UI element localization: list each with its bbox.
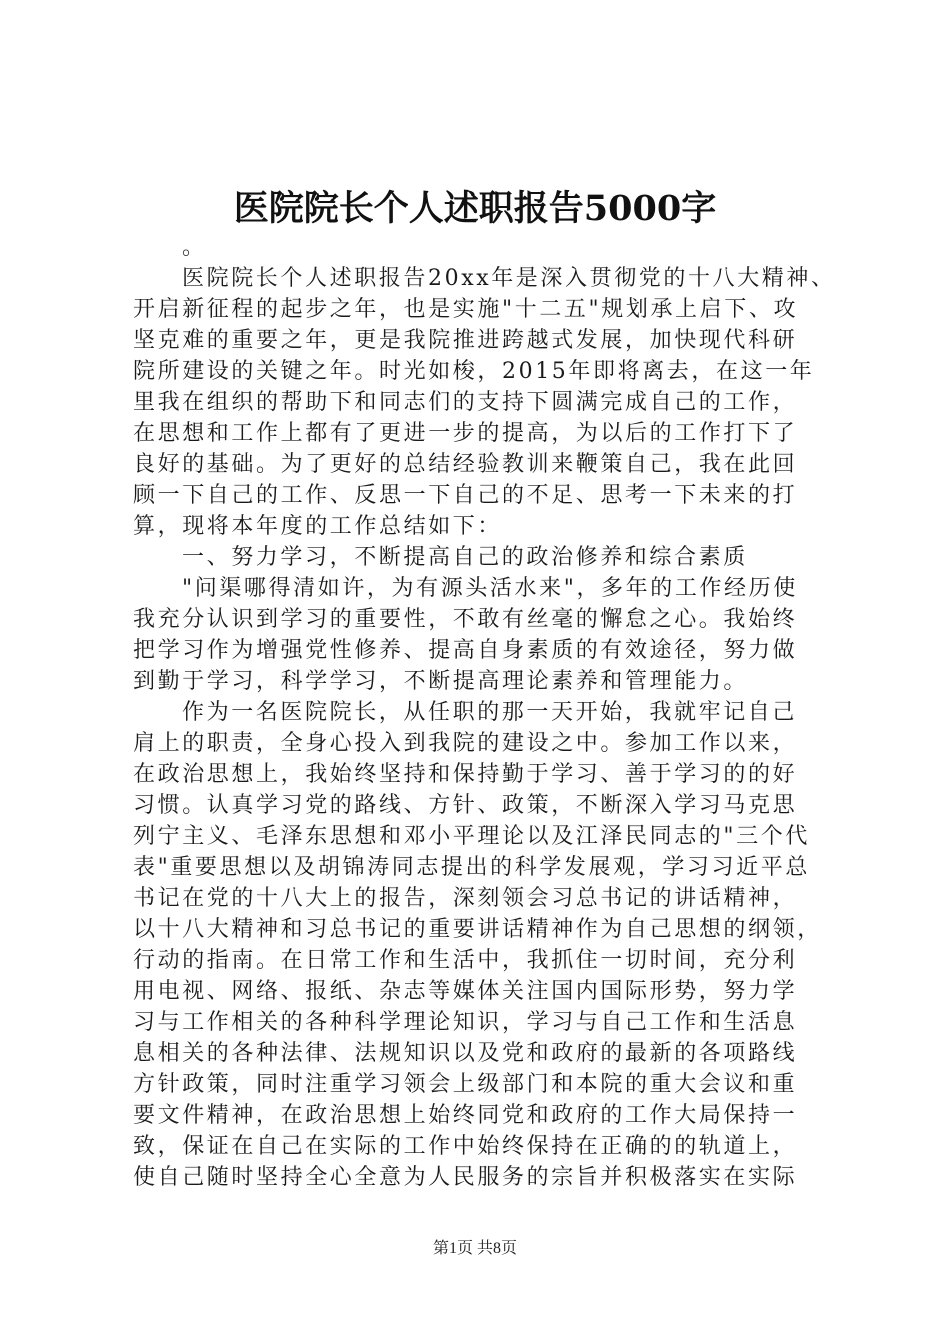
document-body xyxy=(133,232,836,1193)
line-text: 行动的指南。在日常工作和生活中，我抓住一切时间，充分利 xyxy=(133,948,798,973)
body-line xyxy=(133,821,833,852)
line-text: 习与工作相关的各种科学理论知识，学习与自己工作和生活息 xyxy=(133,1010,798,1035)
line-text: "问渠哪得清如许，为有源头活水来"，多年的工作经历使 xyxy=(182,576,798,601)
body-line xyxy=(133,604,833,635)
body-line xyxy=(133,1162,833,1193)
line-text: 算，现将本年度的工作总结如下： xyxy=(133,514,503,539)
body-line xyxy=(133,914,833,945)
section-heading xyxy=(133,542,833,573)
line-text: 书记在党的十八大上的报告，深刻领会习总书记的讲话精神， xyxy=(133,886,798,911)
line-text: 作为一名医院院长，从任职的那一天开始，我就牢记自己 xyxy=(182,700,798,725)
body-line xyxy=(133,976,833,1007)
body-line xyxy=(133,294,833,325)
line-text: 致，保证在自己在实际的工作中始终保持在正确的的轨道上， xyxy=(133,1134,798,1159)
body-line xyxy=(133,728,833,759)
body-line xyxy=(133,418,833,449)
document-title: 医院院长个人述职报告5000字 xyxy=(233,188,717,229)
body-line xyxy=(133,759,833,790)
body-line xyxy=(133,1007,833,1038)
line-text: 在政治思想上，我始终坚持和保持勤于学习、善于学习的的好 xyxy=(133,762,798,787)
body-line xyxy=(133,480,833,511)
line-text: 坚克难的重要之年，更是我院推进跨越式发展，加快现代科研 xyxy=(133,328,798,353)
body-line xyxy=(133,356,833,387)
line-text: 以十八大精神和习总书记的重要讲话精神作为自己思想的纲领， xyxy=(133,917,822,942)
body-line xyxy=(133,1069,833,1100)
line-text: 到勤于学习，科学学习，不断提高理论素养和管理能力。 xyxy=(133,669,749,694)
page-footer xyxy=(0,1239,950,1259)
body-line xyxy=(133,852,833,883)
page-number: 第1页 共8页 xyxy=(432,1240,517,1257)
line-text: 一、努力学习，不断提高自己的政治修养和综合素质 xyxy=(182,545,748,570)
body-line xyxy=(133,387,833,418)
body-line xyxy=(133,635,833,666)
line-text: 。 xyxy=(182,235,207,260)
body-line xyxy=(133,325,833,356)
line-text: 肩上的职责，全身心投入到我院的建设之中。参加工作以来， xyxy=(133,731,798,756)
body-line xyxy=(133,449,833,480)
body-line xyxy=(133,883,833,914)
line-text: 列宁主义、毛泽东思想和邓小平理论以及江泽民同志的"三个代 xyxy=(133,824,810,849)
line-text: 使自己随时坚持全心全意为人民服务的宗旨并积极落实在实际 xyxy=(133,1165,798,1190)
body-line xyxy=(133,790,833,821)
line-text: 良好的基础。为了更好的总结经验教训来鞭策自己，我在此回 xyxy=(133,452,798,477)
body-line xyxy=(133,511,833,542)
line-text: 要文件精神，在政治思想上始终同党和政府的工作大局保持一 xyxy=(133,1103,798,1128)
body-line xyxy=(133,666,833,697)
line-text: 方针政策，同时注重学习领会上级部门和本院的重大会议和重 xyxy=(133,1072,798,1097)
line-text: 里我在组织的帮助下和同志们的支持下圆满完成自己的工作， xyxy=(133,390,798,415)
line-text: 开启新征程的起步之年，也是实施"十二五"规划承上启下、攻 xyxy=(133,297,799,322)
body-line xyxy=(133,1038,833,1069)
line-text: 我充分认识到学习的重要性，不敢有丝毫的懈怠之心。我始终 xyxy=(133,607,798,632)
body-line xyxy=(133,697,833,728)
line-text: 医院院长个人述职报告20xx年是深入贯彻党的十八大精神、 xyxy=(182,266,836,291)
line-text: 息相关的各种法律、法规知识以及党和政府的最新的各项路线 xyxy=(133,1041,798,1066)
body-line xyxy=(133,945,833,976)
body-line xyxy=(133,1131,833,1162)
line-text: 在思想和工作上都有了更进一步的提高，为以后的工作打下了 xyxy=(133,421,798,446)
line-text: 表"重要思想以及胡锦涛同志提出的科学发展观，学习习近平总 xyxy=(133,855,810,880)
body-line xyxy=(133,1100,833,1131)
body-line xyxy=(133,232,833,263)
line-text: 习惯。认真学习党的路线、方针、政策，不断深入学习马克思 xyxy=(133,793,798,818)
body-line xyxy=(133,263,836,294)
line-text: 把学习作为增强党性修养、提高自身素质的有效途径，努力做 xyxy=(133,638,798,663)
line-text: 院所建设的关键之年。时光如梭，2015年即将离去，在这一年 xyxy=(133,359,815,384)
line-text: 用电视、网络、报纸、杂志等媒体关注国内国际形势，努力学 xyxy=(133,979,798,1004)
body-line xyxy=(133,573,833,604)
line-text: 顾一下自己的工作、反思一下自己的不足、思考一下未来的打 xyxy=(133,483,798,508)
